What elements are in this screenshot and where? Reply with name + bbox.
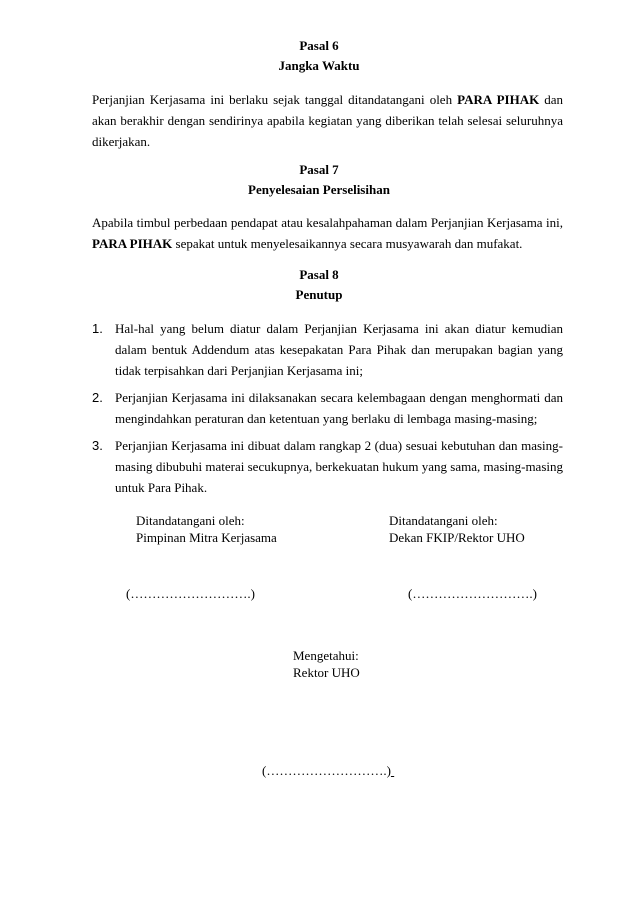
pasal-6-text-after: dan akan berakhir dengan sendirinya apabila kegiatan yang diberikan telah selesai seluruhnya dikerjakan. — [92, 92, 564, 149]
pasal-6-text-before: Perjanjian Kerjasama ini berlaku sejak tanggal ditandatangani oleh — [92, 92, 458, 107]
list-item — [92, 318, 563, 381]
left-signature-block — [136, 512, 277, 546]
pasal-7-text-after: sepakat untuk menyelesaikannya secara musyawarah dan mufakat. — [172, 236, 523, 251]
pasal-8-title: Pasal 8 — [299, 267, 339, 282]
right-signature-role: Dekan FKIP/Rektor UHO — [389, 530, 525, 545]
pasal-6-paragraph — [92, 89, 563, 152]
pasal-6-title: Pasal 6 — [299, 38, 339, 53]
list-item — [92, 387, 563, 429]
center-signature-line-wrap — [262, 762, 394, 779]
center-signature-label: Mengetahui: — [293, 648, 359, 663]
list-text: Hal-hal yang belum diatur dalam Perjanjian Kerjasama ini akan diatur kemudian dalam bentuk Addendum atas kesepakatan Para Pihak dan merupakan bagian yang tidak terpisahkan dari Perjanjian Kerjasama ini; — [115, 321, 563, 378]
center-signature-block — [293, 647, 360, 681]
list-number: 2. — [92, 390, 103, 405]
list-number: 3. — [92, 438, 103, 453]
pasal-8-list — [92, 318, 563, 498]
pasal-6-bold: PARA PIHAK — [457, 92, 540, 107]
underline-mark — [391, 763, 394, 778]
pasal-7-paragraph — [92, 212, 563, 254]
list-number: 1. — [92, 321, 103, 336]
right-signature-line: (……………………….) — [408, 586, 537, 601]
left-signature-label: Ditandatangani oleh: — [136, 513, 245, 528]
right-signature-block — [389, 512, 525, 546]
center-signature-line: (……………………….) — [262, 763, 391, 778]
list-item — [92, 435, 563, 498]
pasal-7-subtitle: Penyelesaian Perselisihan — [248, 182, 390, 197]
pasal-8-subtitle: Penutup — [295, 287, 343, 302]
pasal-7-text-before: Apabila timbul perbedaan pendapat atau kesalahpahaman dalam Perjanjian Kerjasama ini, — [92, 215, 563, 230]
left-signature-role: Pimpinan Mitra Kerjasama — [136, 530, 277, 545]
left-signature-line: (……………………….) — [126, 586, 255, 601]
right-signature-label: Ditandatangani oleh: — [389, 513, 498, 528]
pasal-6-subtitle: Jangka Waktu — [278, 58, 360, 73]
center-signature-role: Rektor UHO — [293, 665, 360, 680]
list-text: Perjanjian Kerjasama ini dilaksanakan secara kelembagaan dengan menghormati dan mengindahkan peraturan dan ketentuan yang berlaku di lembaga masing-masing; — [115, 390, 563, 426]
pasal-7-title: Pasal 7 — [299, 162, 339, 177]
list-text: Perjanjian Kerjasama ini dibuat dalam rangkap 2 (dua) sesuai kebutuhan dan masing-masing dibubuhi materai secukupnya, berkekuatan hukum yang sama, masing-masing untuk Para Pihak. — [115, 438, 563, 495]
pasal-7-bold: PARA PIHAK — [92, 236, 173, 251]
